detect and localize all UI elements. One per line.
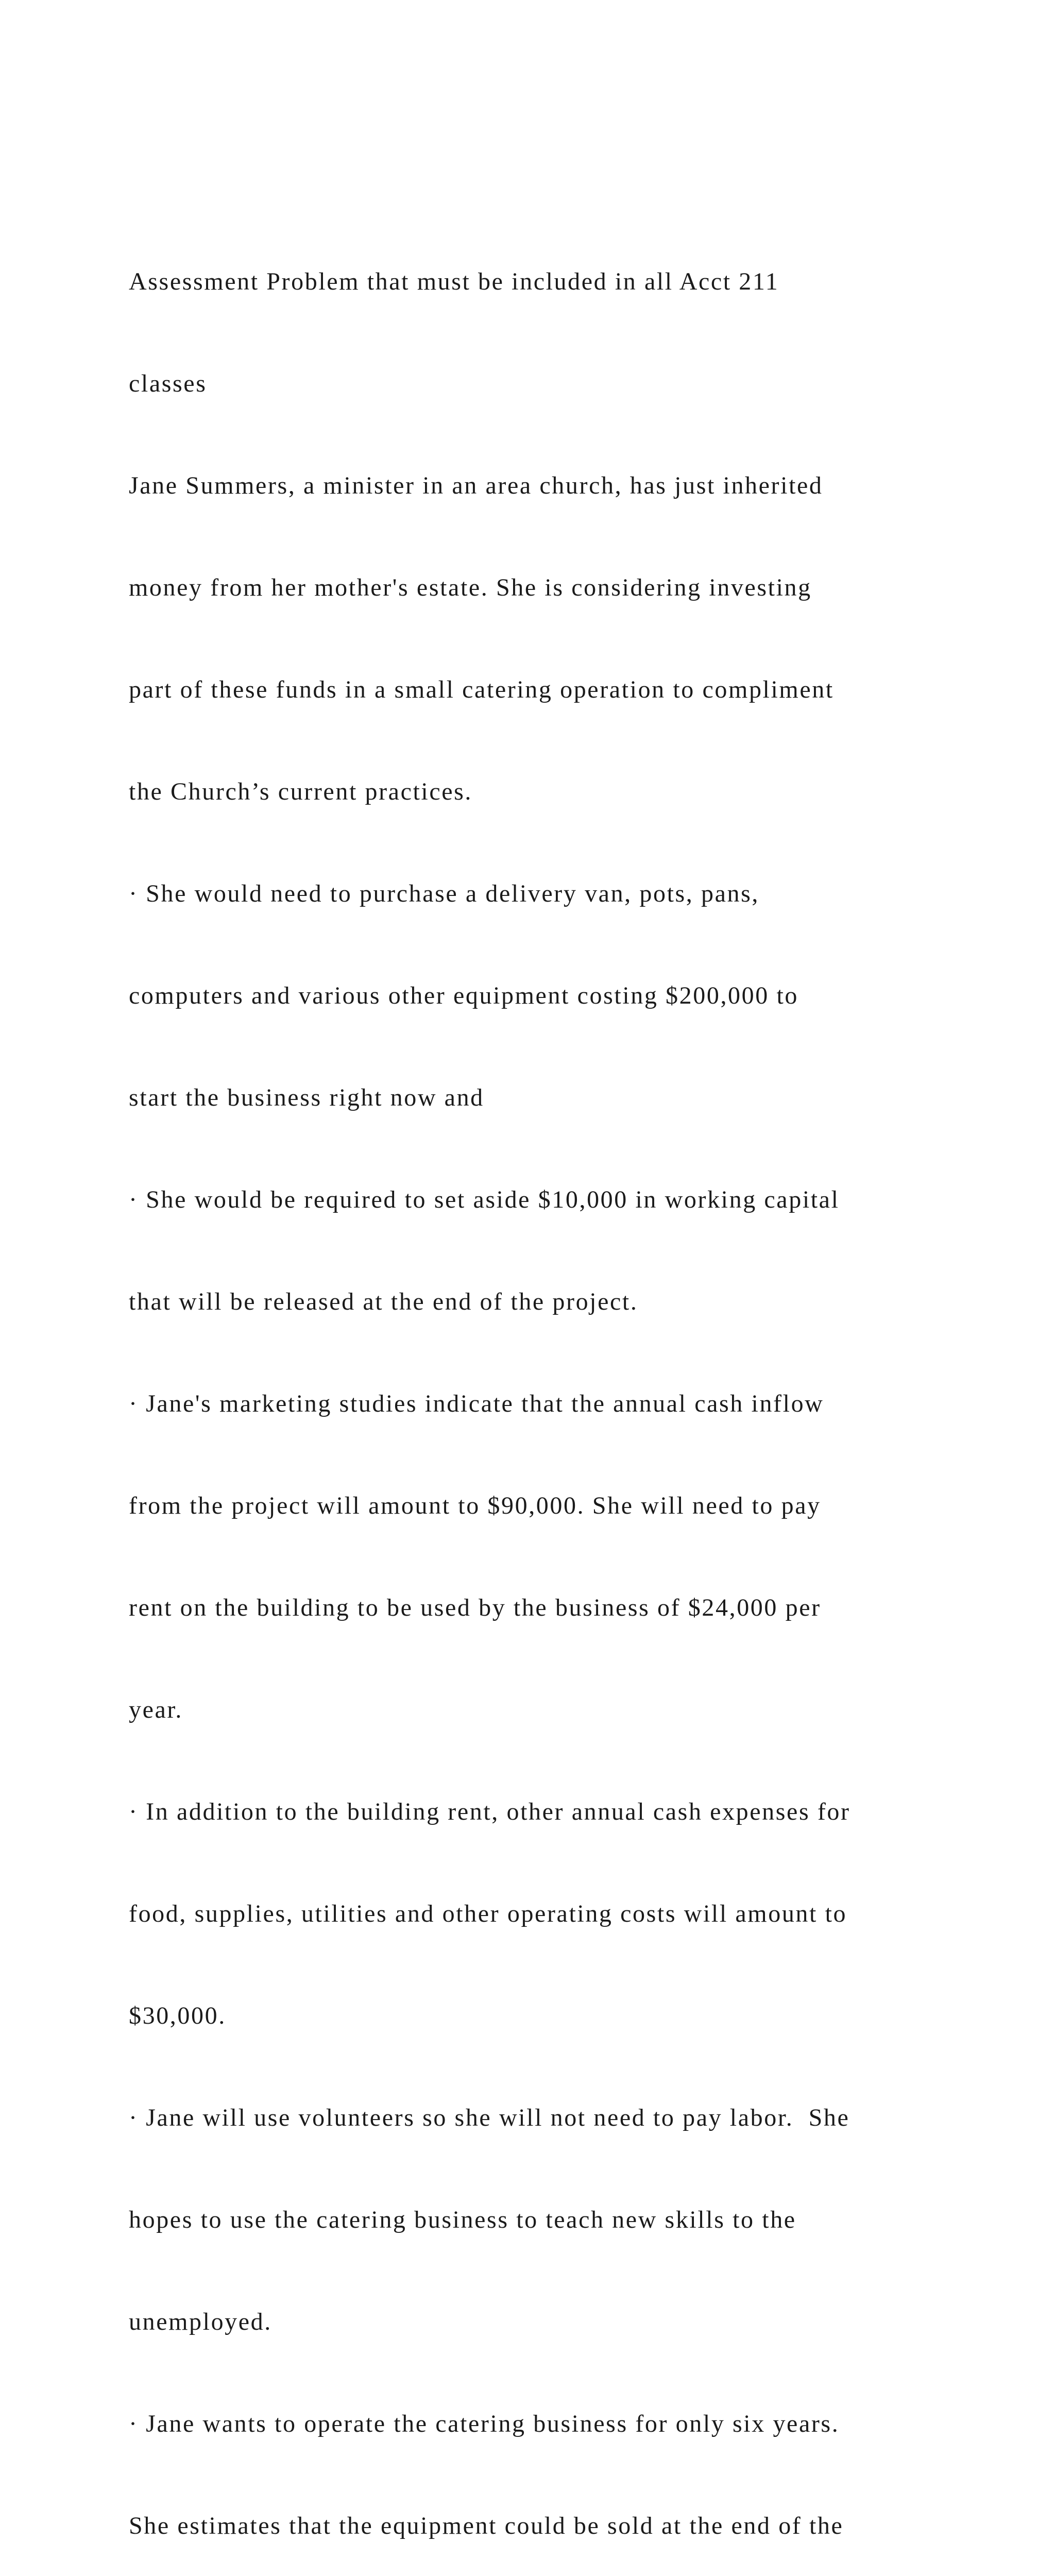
- bullet-cash-inflow-line-4: year.: [129, 1696, 183, 1723]
- bullet-expenses-line-3: $30,000.: [129, 2002, 226, 2029]
- intro-line-2: money from her mother's estate. She is considering investing: [129, 574, 812, 601]
- bullet-cash-inflow-line-2: from the project will amount to $90,000. She will need to pay: [129, 1492, 821, 1519]
- document-body: [129, 197, 943, 2576]
- title-line-1: Assessment Problem that must be included in all Acct 211: [129, 268, 779, 295]
- bullet-cash-inflow-line-1: · Jane's marketing studies indicate that the annual cash inflow: [129, 1390, 824, 1417]
- bullet-volunteers-line-3: unemployed.: [129, 2308, 272, 2335]
- bullet-cash-inflow-line-3: rent on the building to be used by the business of $24,000 per: [129, 1594, 821, 1621]
- intro-line-1: Jane Summers, a minister in an area church, has just inherited: [129, 472, 823, 499]
- bullet-volunteers-line-2: hopes to use the catering business to teach new skills to the: [129, 2206, 796, 2233]
- bullet-equipment-line-2: computers and various other equipment costing $200,000 to: [129, 982, 798, 1009]
- bullet-expenses-line-2: food, supplies, utilities and other operating costs will amount to: [129, 1900, 847, 1927]
- intro-line-4: the Church’s current practices.: [129, 778, 473, 805]
- intro-line-3: part of these funds in a small catering operation to compliment: [129, 676, 834, 703]
- bullet-working-capital-line-2: that will be released at the end of the project.: [129, 1288, 638, 1315]
- bullet-duration-line-1: · Jane wants to operate the catering business for only six years.: [129, 2410, 840, 2437]
- title-line-2: classes: [129, 370, 207, 397]
- bullet-expenses-line-1: · In addition to the building rent, other annual cash expenses for: [129, 1798, 850, 1825]
- bullet-working-capital-line-1: · She would be required to set aside $10,000 in working capital: [129, 1186, 840, 1213]
- bullet-volunteers-line-1: · Jane will use volunteers so she will not need to pay labor. She: [129, 2104, 850, 2131]
- bullet-equipment-line-3: start the business right now and: [129, 1084, 484, 1111]
- bullet-equipment-line-1: · She would need to purchase a delivery van, pots, pans,: [129, 880, 759, 907]
- bullet-duration-line-2: She estimates that the equipment could be sold at the end of the: [129, 2512, 844, 2539]
